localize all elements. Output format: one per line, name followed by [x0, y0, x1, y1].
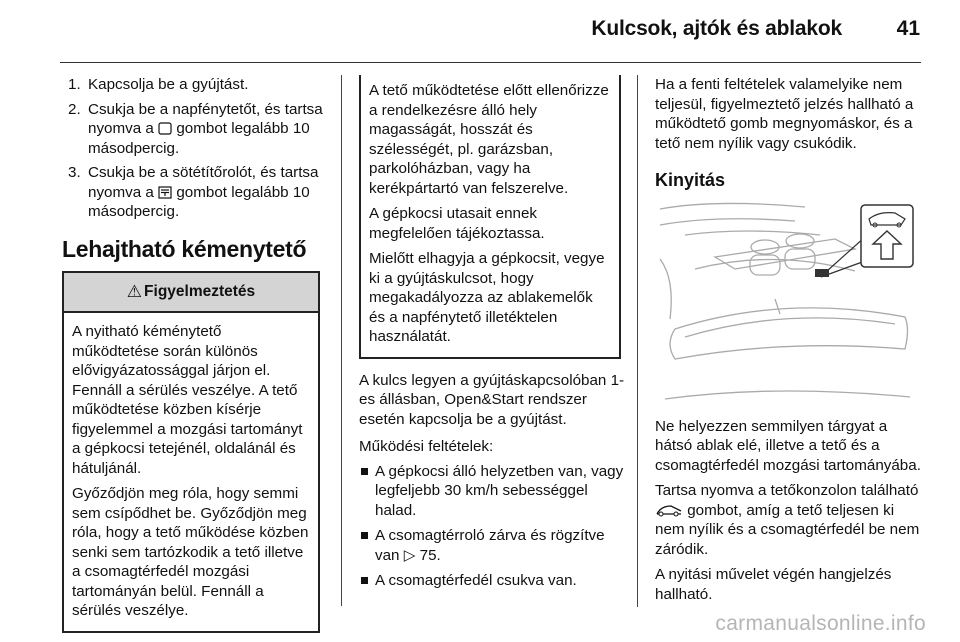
conditions-label: Működési feltételek:	[359, 438, 494, 455]
page-reference-icon: ▷	[403, 546, 416, 564]
end-signal-paragraph: A nyitási művelet végén hangjelzés hallható.	[655, 566, 892, 603]
watermark: carmanualsonline.info	[715, 612, 926, 635]
column-2	[359, 75, 629, 597]
box-paragraph: A gépkocsi utasait ennek megfelelően tájékoztassa.	[369, 205, 545, 242]
header-divider	[60, 62, 921, 63]
roof-console-illustration	[655, 199, 917, 411]
console-button-highlight	[815, 269, 829, 277]
warning-header	[64, 273, 318, 313]
condition-item: A csomagtérfedél csukva van.	[359, 571, 629, 591]
warning-paragraph: Győződjön meg róla, hogy semmi sem csípődhet be. Győződjön meg róla, hogy a tető működése közben senki sem tartózkodik a tető illetve a csomagtérfedél mozgási tartományán belül. Fennáll a sérülés veszélye.	[72, 485, 309, 619]
step-item: 2. Csukja be a napfénytetőt, és tartsa nyomva a gombot legalább 10 másodpercig.	[68, 100, 323, 157]
section-heading: Lehajtható kémenytető	[62, 235, 307, 262]
warning-label: Figyelmeztetés	[144, 283, 256, 301]
page-reference[interactable]: 75.	[419, 546, 441, 564]
subheading-opening: Kinyitás	[655, 170, 726, 190]
condition-item: A csomagtérroló zárva és rögzítve van ▷ 75.	[359, 526, 629, 565]
column-1	[62, 75, 327, 633]
column-divider-1	[341, 75, 342, 606]
convertible-roof-icon	[655, 504, 683, 517]
warning-triangle-icon: ⚠	[126, 282, 143, 302]
page-title: Kulcsok, ajtók és ablakok	[591, 17, 842, 40]
steps-list	[62, 75, 327, 222]
warning-continuation-box	[359, 75, 621, 359]
object-warning-paragraph: Ne helyezzen semmilyen tárgyat a hátsó ablak elé, illetve a tető és a csomagtérfedél mozgási tartományába.	[655, 417, 921, 474]
condition-item: A gépkocsi álló helyzetben van, vagy legfeljebb 30 km/h sebességgel halad.	[359, 462, 629, 521]
warning-box	[62, 271, 320, 633]
conditions-warning-paragraph: Ha a fenti feltételek valamelyike nem teljesül, figyelmeztető jelzés hallható a működtető gomb megnyomáskor, és a tető nem nyílik vagy csukódik.	[655, 76, 914, 152]
roof-open-button-callout	[861, 205, 913, 267]
ignition-paragraph: A kulcs legyen a gyújtáskapcsolóban 1-es állásban, Open&Start rendszer esetén kapcsolja be a gyújtást.	[359, 371, 625, 428]
sunroof-button-icon	[158, 122, 172, 135]
step-item: 1. Kapcsolja be a gyújtást.	[68, 76, 249, 93]
conditions-list	[359, 462, 629, 591]
box-paragraph: A tető működtetése előtt ellenőrizze a rendelkezésre álló hely magasságát, hosszát és szélességét, pl. garázsban, parkolóházban, vagy ha kerékpártartó van felszerelve.	[369, 82, 609, 197]
page-number: 41	[896, 17, 920, 40]
sunblind-button-icon	[158, 186, 172, 199]
hold-button-paragraph: Tartsa nyomva a tetőkonzolon található gombot, amíg a tető teljesen ki nem nyílik és a csomagtérfedél be nem záródik.	[655, 482, 920, 558]
roof-console-drawing	[655, 199, 917, 411]
column-3	[655, 75, 925, 610]
column-divider-2	[637, 75, 638, 607]
step-item: 3. Csukja be a sötétítőrolót, és tartsa nyomva a gombot legalább 10 másodpercig.	[68, 164, 319, 220]
warning-paragraph: A nyitható kéménytető működtetése során különös elővigyázatossággal járjon el. Fennáll a sérülés veszélye. A tető működtetése közben kísérje figyelemmel a mozgási tartományt a gépkocsi tetejénél, oldalánál és hátuljánál.	[72, 323, 303, 477]
box-paragraph: Mielőtt elhagyja a gépkocsit, vegye ki a gyújtáskulcsot, hogy megakadályozza az ablakemelők és a napfénytető illetéktelen használatát.	[369, 250, 605, 345]
warning-body	[64, 313, 318, 631]
